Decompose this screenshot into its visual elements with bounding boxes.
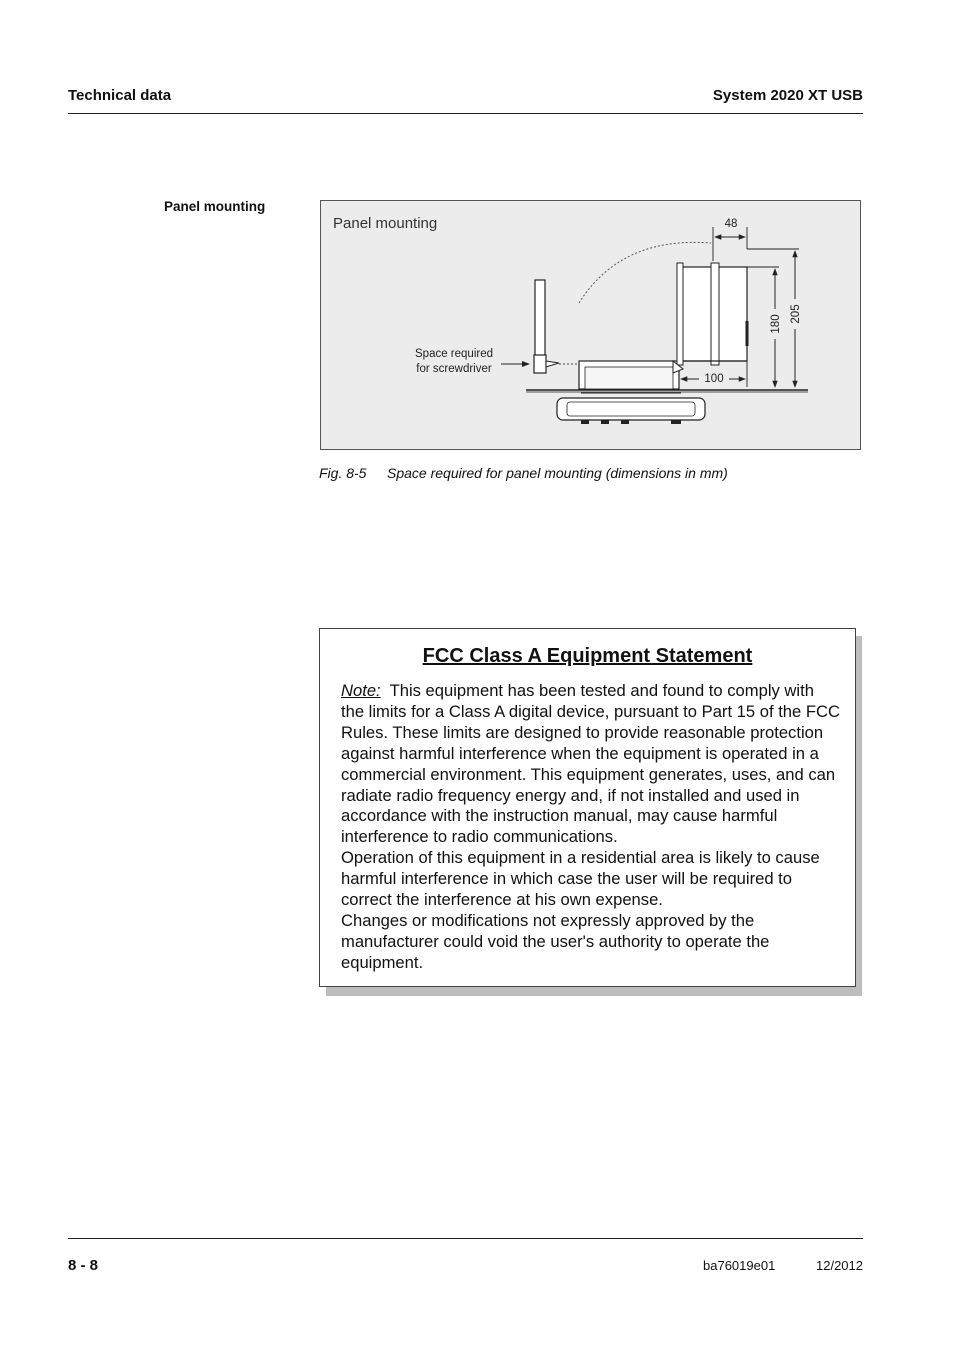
fcc-body <box>341 681 841 974</box>
footer-rule <box>68 1238 863 1239</box>
screwdriver-label-2: for screwdriver <box>416 363 492 375</box>
fcc-title: FCC Class A Equipment Statement <box>422 645 753 667</box>
side-heading: Panel mounting <box>164 199 266 214</box>
figure-caption-text: Space required for panel mounting (dimensions in mm) <box>387 465 728 481</box>
fcc-paragraph-2: Operation of this equipment in a residential area is likely to cause harmful interference in which case the user will be required to correct the interference at his own expense. <box>341 848 820 910</box>
header-section-title: Technical data <box>68 87 172 104</box>
fcc-statement-box <box>319 628 856 987</box>
dim-205-label: 205 <box>790 304 802 324</box>
screwdriver-handle <box>534 355 546 373</box>
device-front <box>557 398 705 420</box>
screwdriver-shaft <box>535 280 545 356</box>
dim-180-label: 180 <box>770 314 782 334</box>
fcc-paragraph-1 <box>341 681 841 848</box>
fcc-note-label: Note: <box>341 681 381 700</box>
dim-100-label: 100 <box>704 373 724 385</box>
header-product-name: System 2020 XT USB <box>712 87 863 104</box>
header-rule <box>68 113 863 114</box>
document-id: ba76019e01 <box>703 1258 776 1273</box>
panel-mounting-drawing <box>321 201 862 451</box>
document-date: 12/2012 <box>816 1258 863 1273</box>
fcc-paragraph-3: Changes or modifications not expressly approved by the manufacturer could void the user's authority to operate the equipment. <box>341 910 770 972</box>
figure-box-title: Panel mounting <box>333 215 438 232</box>
page-number: 8 - 8 <box>68 1257 99 1274</box>
screwdriver-label-1: Space required <box>415 348 493 360</box>
dim-48-label: 48 <box>724 218 738 230</box>
fcc-paragraph-1-text: This equipment has been tested and found to comply with the limits for a Class A digital device, pursuant to Part 15 of the FCC Rules. These limits are designed to provide reasonable protection against harmful interference when the equipment is operated in a commercial environment. This equipment generates, uses, and can radiate radio frequency energy and, if not installed and used in accordance with the instruction manual, may cause harmful interference to radio communications. <box>341 681 840 847</box>
panel-mounting-figure <box>320 200 861 450</box>
figure-caption-number: Fig. 8-5 <box>319 465 367 481</box>
